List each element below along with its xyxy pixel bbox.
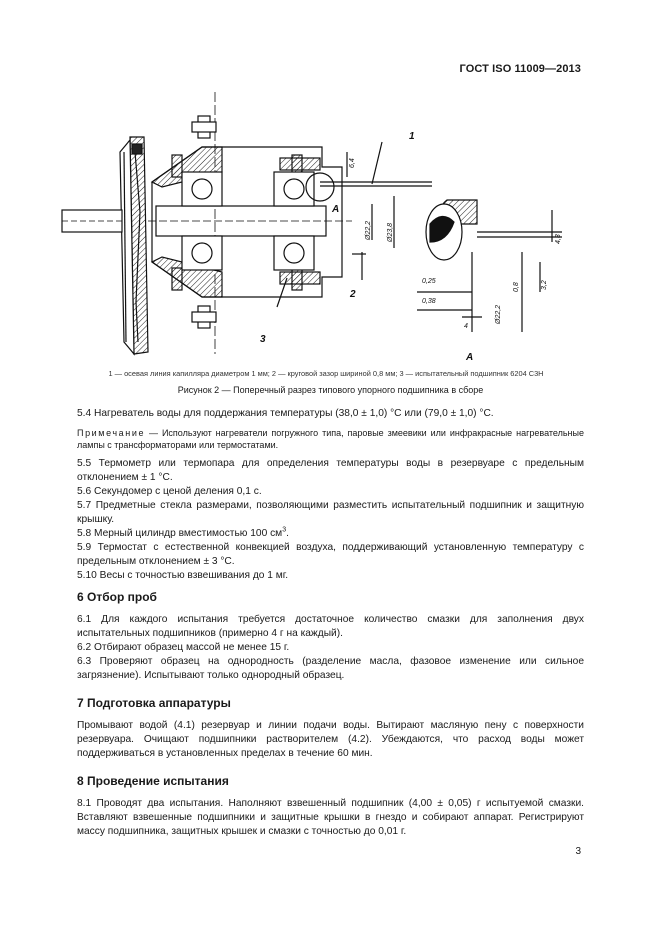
para-6-2: 6.2 Отбирают образец массой не менее 15 г. xyxy=(77,642,290,653)
label-3: 3 xyxy=(260,334,266,345)
section-7-title: 7 Подготовка аппаратуры xyxy=(77,696,231,710)
dim-3-2: 3,2 xyxy=(541,280,548,290)
dim-0-25: 0,25 xyxy=(422,278,436,285)
dim-4: 4 xyxy=(464,323,468,330)
para-6-3: 6.3 Проверяют образец на однородность (разделение масла, фазовое изменение или сильное загрязнение). Испытывают только однородный образец. xyxy=(77,656,584,681)
label-2: 2 xyxy=(350,289,356,300)
label-a-view: A xyxy=(332,204,340,215)
section-8-title: 8 Проведение испытания xyxy=(77,774,229,788)
para-5-4: 5.4 Нагреватель воды для поддержания температуры (38,0 ± 1,0) °C или (79,0 ± 1,0) °C. xyxy=(77,408,494,419)
para-6-1: 6.1 Для каждого испытания требуется достаточное количество смазки для заполнения двух испытательных подшипников (примерно 4 г на каждый). xyxy=(77,614,584,639)
para-5-8-text: 5.8 Мерный цилиндр вместимостью 100 см xyxy=(77,528,283,539)
note-5-4 xyxy=(77,427,584,451)
dim-d22-2: Ø22,2 xyxy=(365,220,372,240)
note-label: Примечание xyxy=(77,428,146,438)
dim-6-4: 6,4 xyxy=(349,158,356,168)
label-a-detail: A xyxy=(466,352,474,362)
label-1: 1 xyxy=(409,131,415,142)
section-8 xyxy=(77,774,584,839)
para-5-7: 5.7 Предметные стекла размерами, позволяющими разместить испытательный подшипник и защитную крышку. xyxy=(77,500,584,525)
para-5-8-end: . xyxy=(286,528,289,539)
dim-d22-2b: Ø22,2 xyxy=(495,304,502,324)
figure-legend: 1 — осевая линия капилляра диаметром 1 мм; 2 — круговой зазор шириной 0,8 мм; 3 — испытательный подшипник 6204 C3H xyxy=(108,369,544,378)
note-text: — Используют нагреватели погружного типа, паровые змеевики или инфракрасные нагревательные лампы с трансформаторами или термостатами. xyxy=(77,428,584,450)
para-7-1: Промывают водой (4.1) резервуар и линии подачи воды. Вытирают масляную пену с поверхности резервуара. Очищают подшипники растворителем (4.2). Убеждаются, что расход воды может поддерживаться в установленных пределах в течение 60 мин. xyxy=(77,720,584,759)
document-header: ГОСТ ISO 11009—2013 xyxy=(459,63,581,75)
section-6-title: 6 Отбор проб xyxy=(77,590,157,604)
dim-0-38: 0,38 xyxy=(422,298,436,305)
section-7 xyxy=(77,696,584,761)
dim-d23-8: Ø23,8 xyxy=(387,222,394,242)
dim-4-3: 4,3 xyxy=(555,234,562,244)
para-5-9: 5.9 Термостат с естественной конвекцией воздуха, поддерживающий установленную температуру с предельным отклонением ± 3 °C. xyxy=(77,542,584,567)
dim-0-8: 0,8 xyxy=(513,282,520,292)
para-5-5: 5.5 Термометр или термопара для определения температуры воды в резервуаре с предельным отклонением ± 1 °C. xyxy=(77,458,584,483)
section-5-continued xyxy=(77,407,584,583)
para-5-8-sup: 3 xyxy=(282,526,287,534)
para-5-8 xyxy=(77,527,584,541)
para-8-1: 8.1 Проводят два испытания. Наполняют взвешенный подшипник (4,00 ± 0,05) г испытуемой смазки. Вставляют взвешенные подшипники и защитные крышки в гнездо и собирают аппарат. Регистрируют массу подшипника, защитных крышек и смазки с точностью до 0,01 г. xyxy=(77,798,584,837)
para-5-6: 5.6 Секундомер с ценой деления 0,1 с. xyxy=(77,486,262,497)
para-5-10: 5.10 Весы с точностью взвешивания до 1 мг. xyxy=(77,570,289,581)
section-6 xyxy=(77,590,584,683)
bearing-cross-section-figure xyxy=(52,92,592,362)
figure-caption: Рисунок 2 — Поперечный разрез типового упорного подшипника в сборе xyxy=(177,385,484,395)
page-number: 3 xyxy=(575,846,581,857)
